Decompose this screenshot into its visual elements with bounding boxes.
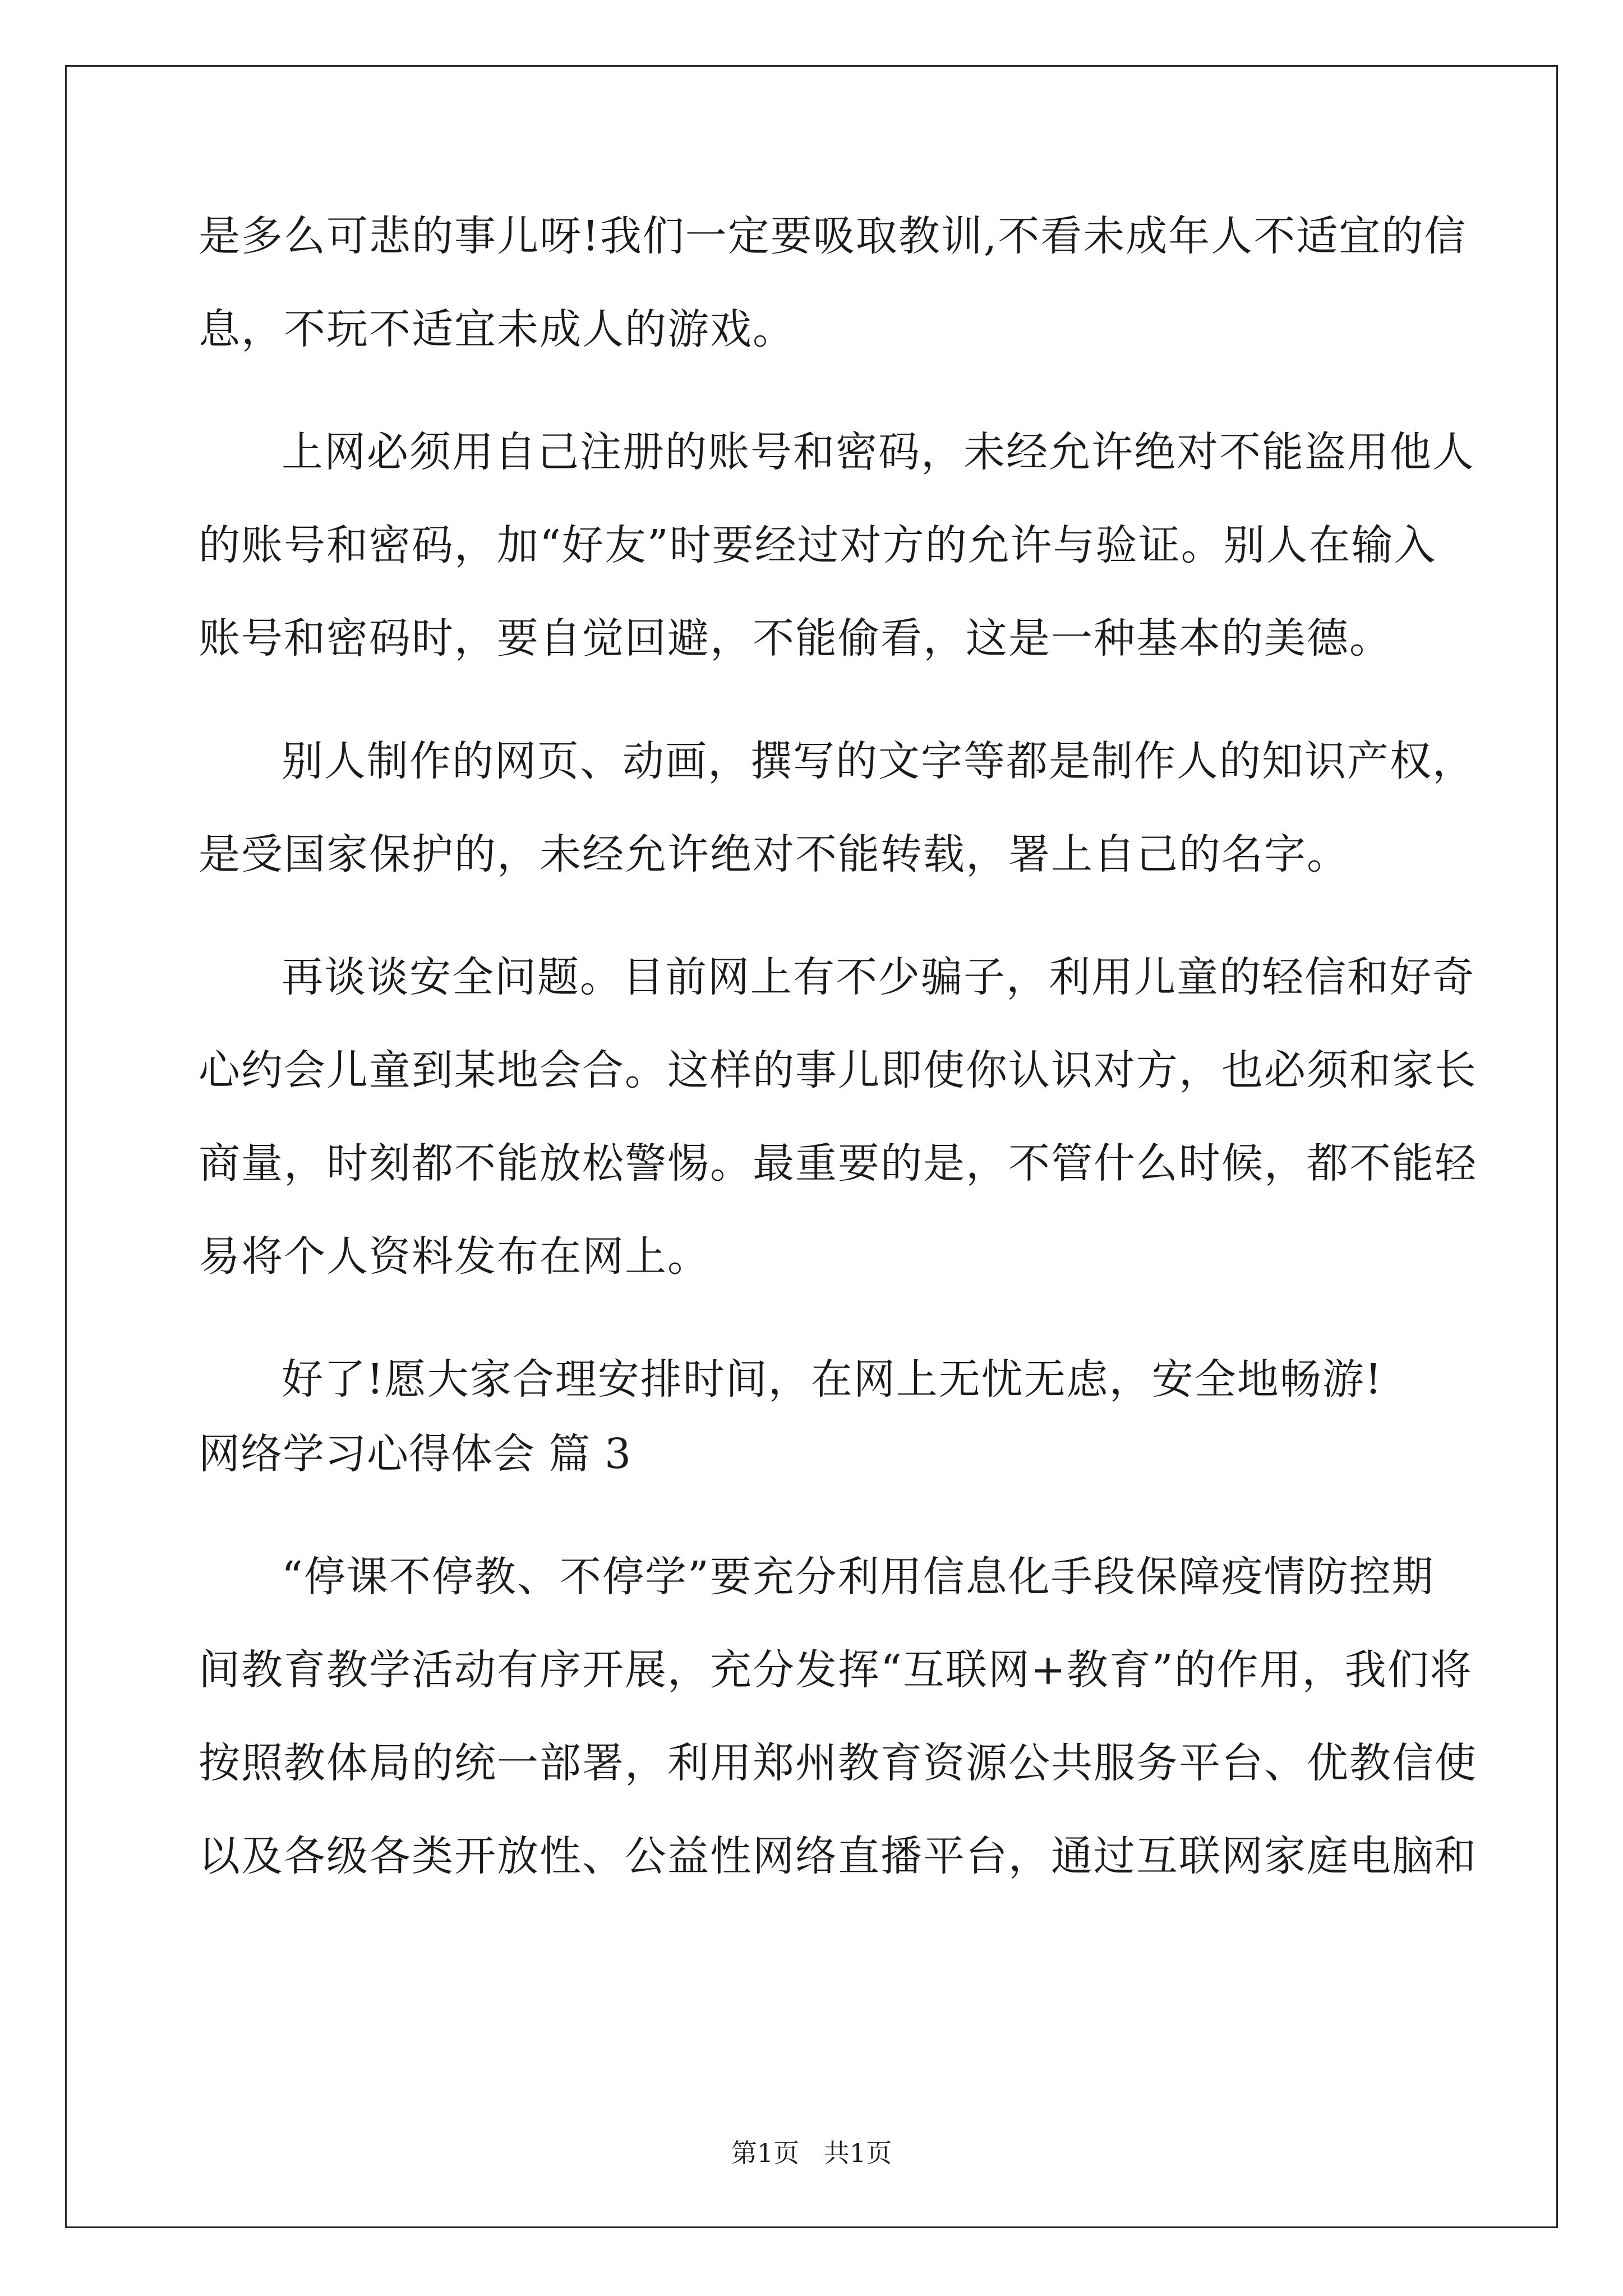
text-line: 间教育教学活动有序开展，充分发挥“互联网+教育”的作用，我们将 (199, 1646, 1473, 1694)
paragraph-first-line: 别人制作的网页、动画，撰写的文字等都是制作人的知识产权， (282, 737, 1475, 785)
text-line: 息，不玩不适宜未成人的游戏。 (199, 305, 795, 353)
text-line: 商量，时刻都不能放松警惕。最重要的是，不管什么时候，都不能轻 (199, 1139, 1477, 1188)
text-line: 的账号和密码，加“好友”时要经过对方的允许与验证。别人在输入 (199, 521, 1437, 569)
text-line: 是多么可悲的事儿呀!我们一定要吸取教训,不看未成年人不适宜的信 (199, 212, 1467, 260)
page-footer: 第1页 共1页 (731, 2138, 892, 2168)
document-body (199, 212, 1477, 1880)
text-line: 以及各级各类开放性、公益性网络直播平台，通过互联网家庭电脑和 (199, 1832, 1477, 1880)
text-line: 易将个人资料发布在网上。 (199, 1232, 710, 1281)
text-line: 是受国家保护的，未经允许绝对不能转载，署上自己的名字。 (199, 830, 1349, 878)
paragraph-first-line: 好了!愿大家合理安排时间，在网上无忧无虑，安全地畅游! (282, 1355, 1383, 1404)
paragraph-first-line: 再谈谈安全问题。目前网上有不少骗子，利用儿童的轻信和好奇 (282, 953, 1475, 1001)
section-heading: 网络学习心得体会 篇 3 (199, 1430, 632, 1478)
text-line: 心约会儿童到某地会合。这样的事儿即使你认识对方，也必须和家长 (199, 1046, 1477, 1094)
paragraph-first-line: 上网必须用自己注册的账号和密码，未经允许绝对不能盗用他人 (282, 428, 1475, 476)
text-line: 按照教体局的统一部署，利用郑州教育资源公共服务平台、优教信使 (199, 1739, 1477, 1787)
text-line: 账号和密码时，要自觉回避，不能偷看，这是一种基本的美德。 (199, 614, 1392, 662)
paragraph-first-line: “停课不停教、不停学”要充分利用信息化手段保障疫情防控期 (282, 1553, 1435, 1601)
